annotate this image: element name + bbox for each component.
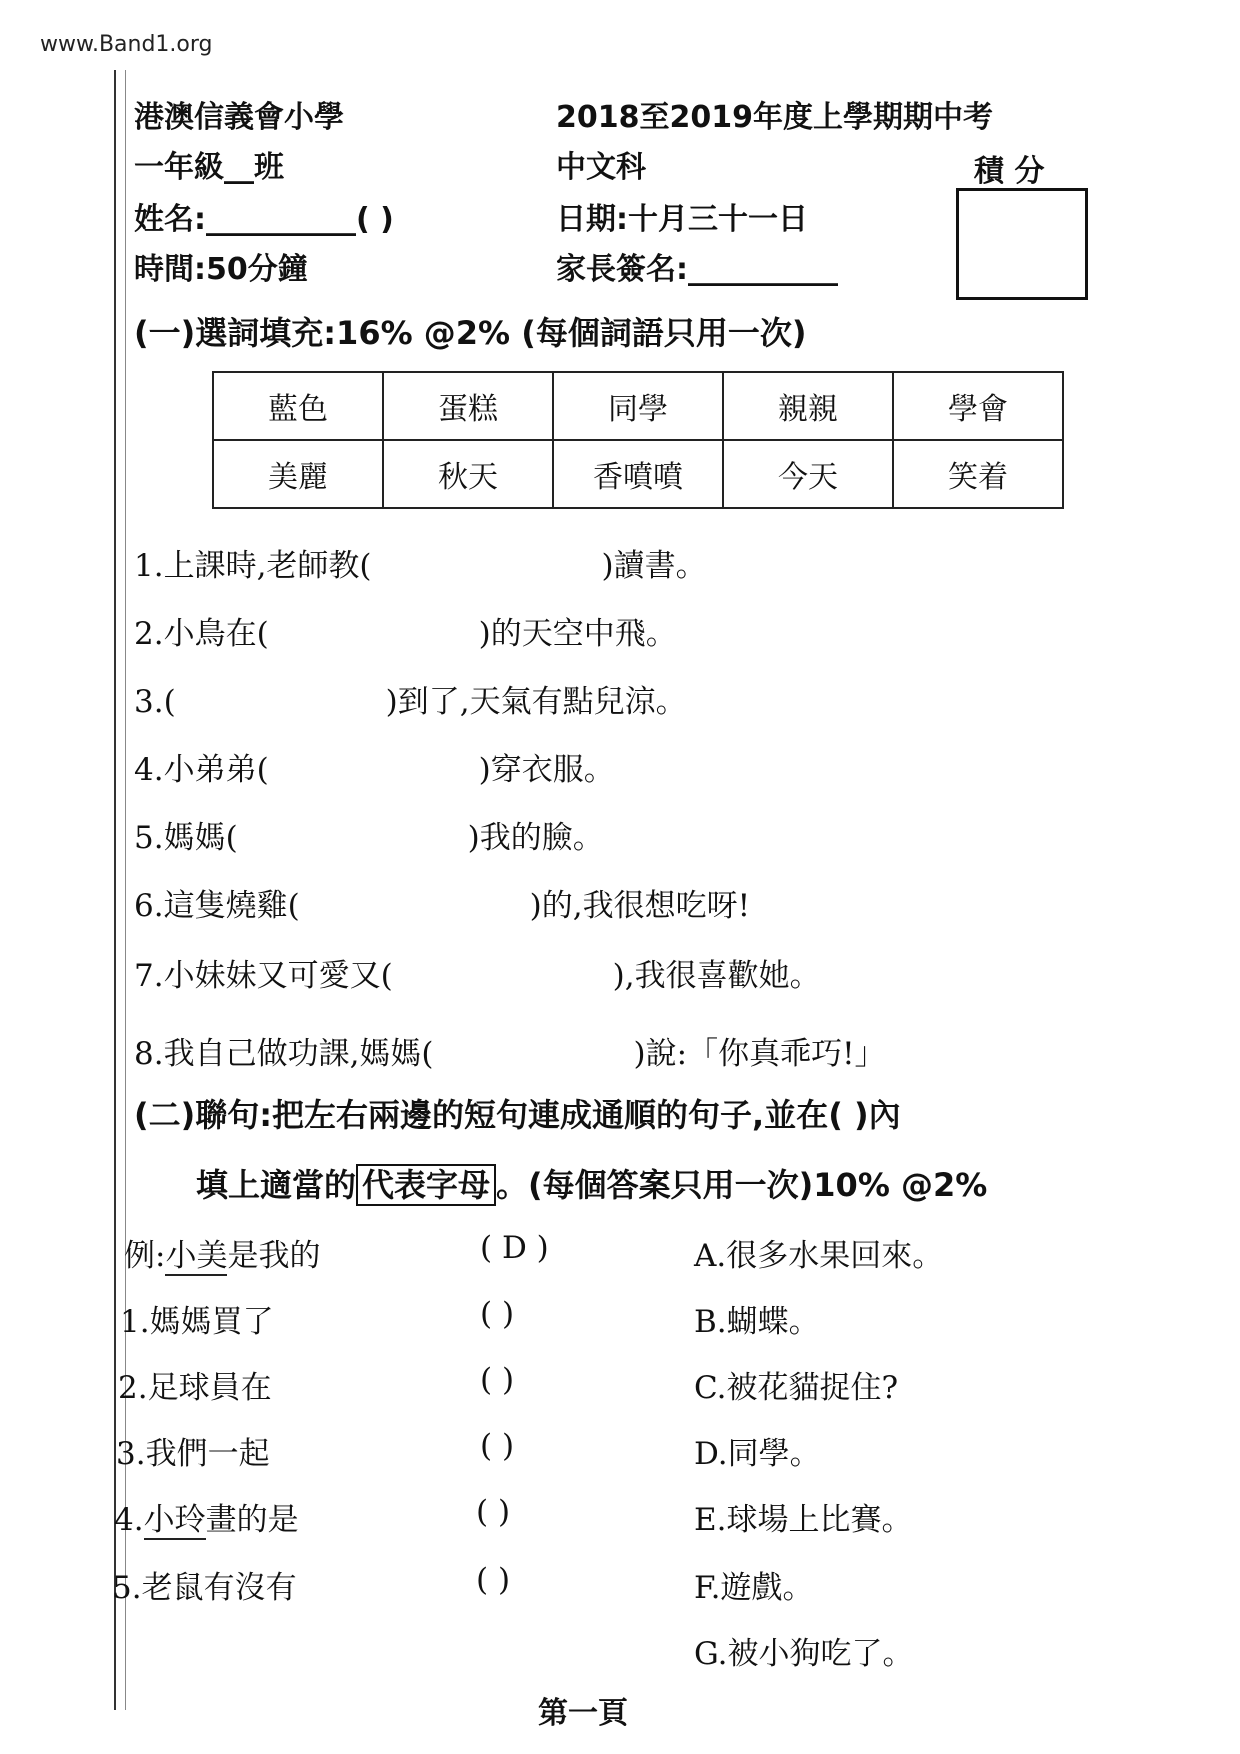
match-left-3 <box>116 1428 270 1473</box>
word-bank-cell: 同學 <box>553 372 723 440</box>
example-text: 是我的 <box>227 1238 321 1274</box>
word-bank-row <box>213 372 1063 440</box>
question-6 <box>134 880 750 925</box>
exam-date: 日期:十月三十一日 <box>556 202 808 237</box>
question-text: 2.小鳥在( <box>134 616 269 652</box>
match-option-f: F.遊戲。 <box>694 1570 814 1606</box>
word-bank-cell: 親親 <box>723 372 893 440</box>
word-bank-cell: 秋天 <box>383 440 553 508</box>
item-text: 畫的是 <box>205 1502 299 1538</box>
example-prefix: 例: <box>124 1238 166 1274</box>
word-bank-cell: 笑着 <box>893 440 1063 508</box>
section1-title: (一)選詞填充:16% @2% (每個詞語只用一次) <box>134 314 807 352</box>
match-option-c: C.被花貓捉住? <box>694 1370 899 1406</box>
watermark: www.Band1.org <box>40 32 213 57</box>
exam-title: 2018至2019年度上學期期中考 <box>556 100 993 135</box>
word-bank-cell: 今天 <box>723 440 893 508</box>
parent-signature-field: 家長簽名:__________ <box>556 252 838 287</box>
match-left-2 <box>118 1362 272 1407</box>
grade-class: 一年級__班 <box>134 150 284 185</box>
section2-title: (二)聯句:把左右兩邊的短句連成通順的句子,並在( )內 <box>134 1096 901 1134</box>
word-bank-table <box>212 371 1064 509</box>
question-text: 4.小弟弟( <box>134 752 269 788</box>
question-text: 8.我自己做功課,媽媽( <box>134 1036 434 1072</box>
answer-blank-5[interactable]: ( ) <box>476 1562 511 1598</box>
instruction-text: 填上適當的 <box>196 1166 357 1204</box>
word-bank-cell: 香噴噴 <box>553 440 723 508</box>
score-label: 積 分 <box>974 154 1045 189</box>
item-number: 5. <box>112 1570 142 1606</box>
question-text: 6.這隻燒雞( <box>134 888 300 924</box>
section2-instructions <box>196 1160 987 1206</box>
name-field: 姓名:__________( ) <box>134 202 394 237</box>
question-text: ),我很喜歡她。 <box>612 958 821 994</box>
page-number: 第一頁 <box>538 1696 628 1731</box>
question-4 <box>134 744 615 789</box>
example-answer: ( D ) <box>480 1230 549 1266</box>
answer-blank-2[interactable]: ( ) <box>480 1362 515 1398</box>
item-number: 4. <box>114 1502 144 1538</box>
match-option-d: D.同學。 <box>694 1436 821 1472</box>
match-option-b: B.蝴蝶。 <box>694 1304 820 1340</box>
question-5 <box>134 812 604 857</box>
item-text: 我們一起 <box>145 1436 270 1472</box>
example-sentence <box>124 1230 320 1275</box>
item-text: 媽媽買了 <box>149 1304 274 1340</box>
item-text: 老鼠有沒有 <box>141 1570 297 1606</box>
question-text: )穿衣服。 <box>478 752 615 788</box>
subject: 中文科 <box>556 150 646 185</box>
item-number: 3. <box>116 1436 146 1472</box>
question-text: 1.上課時,老師教( <box>134 548 372 584</box>
word-bank-cell: 蛋糕 <box>383 372 553 440</box>
question-7 <box>134 950 821 995</box>
question-text: )到了,天氣有點兒涼。 <box>385 684 687 720</box>
word-bank-cell: 藍色 <box>213 372 383 440</box>
item-number: 2. <box>118 1370 148 1406</box>
match-option-e: E.球場上比賽。 <box>694 1502 913 1538</box>
match-option-a: A.很多水果回來。 <box>694 1238 944 1274</box>
answer-blank-4[interactable]: ( ) <box>476 1494 511 1530</box>
instruction-text: 。(每個答案只用一次)10% @2% <box>496 1166 988 1204</box>
question-text: )說:「你真乖巧!」 <box>633 1036 886 1072</box>
question-8 <box>134 1028 886 1073</box>
question-text: )我的臉。 <box>467 820 604 856</box>
match-left-4 <box>114 1494 299 1539</box>
item-number: 1. <box>120 1304 150 1340</box>
word-bank-cell: 學會 <box>893 372 1063 440</box>
answer-blank-1[interactable]: ( ) <box>480 1296 515 1332</box>
answer-blank-3[interactable]: ( ) <box>480 1428 515 1464</box>
word-bank-cell: 美麗 <box>213 440 383 508</box>
question-text: 3.( <box>134 684 176 720</box>
question-2 <box>134 608 677 653</box>
question-text: )讀書。 <box>601 548 707 584</box>
question-1 <box>134 540 707 585</box>
question-text: 5.媽媽( <box>134 820 238 856</box>
boxed-keyword: 代表字母 <box>356 1164 496 1206</box>
score-box <box>956 188 1088 300</box>
item-text: 足球員在 <box>147 1370 272 1406</box>
question-text: 7.小妹妹又可愛又( <box>134 958 393 994</box>
question-3 <box>134 676 687 721</box>
match-left-5 <box>112 1562 297 1607</box>
match-option-g: G.被小狗吃了。 <box>694 1636 914 1672</box>
underlined-name: 小美 <box>165 1238 228 1274</box>
school-name: 港澳信義會小學 <box>134 100 344 135</box>
word-bank-row <box>213 440 1063 508</box>
question-text: )的,我很想吃呀! <box>529 888 751 924</box>
match-left-1 <box>120 1296 274 1341</box>
question-text: )的天空中飛。 <box>478 616 677 652</box>
exam-time: 時間:50分鐘 <box>134 252 308 287</box>
underlined-name: 小玲 <box>143 1502 206 1538</box>
